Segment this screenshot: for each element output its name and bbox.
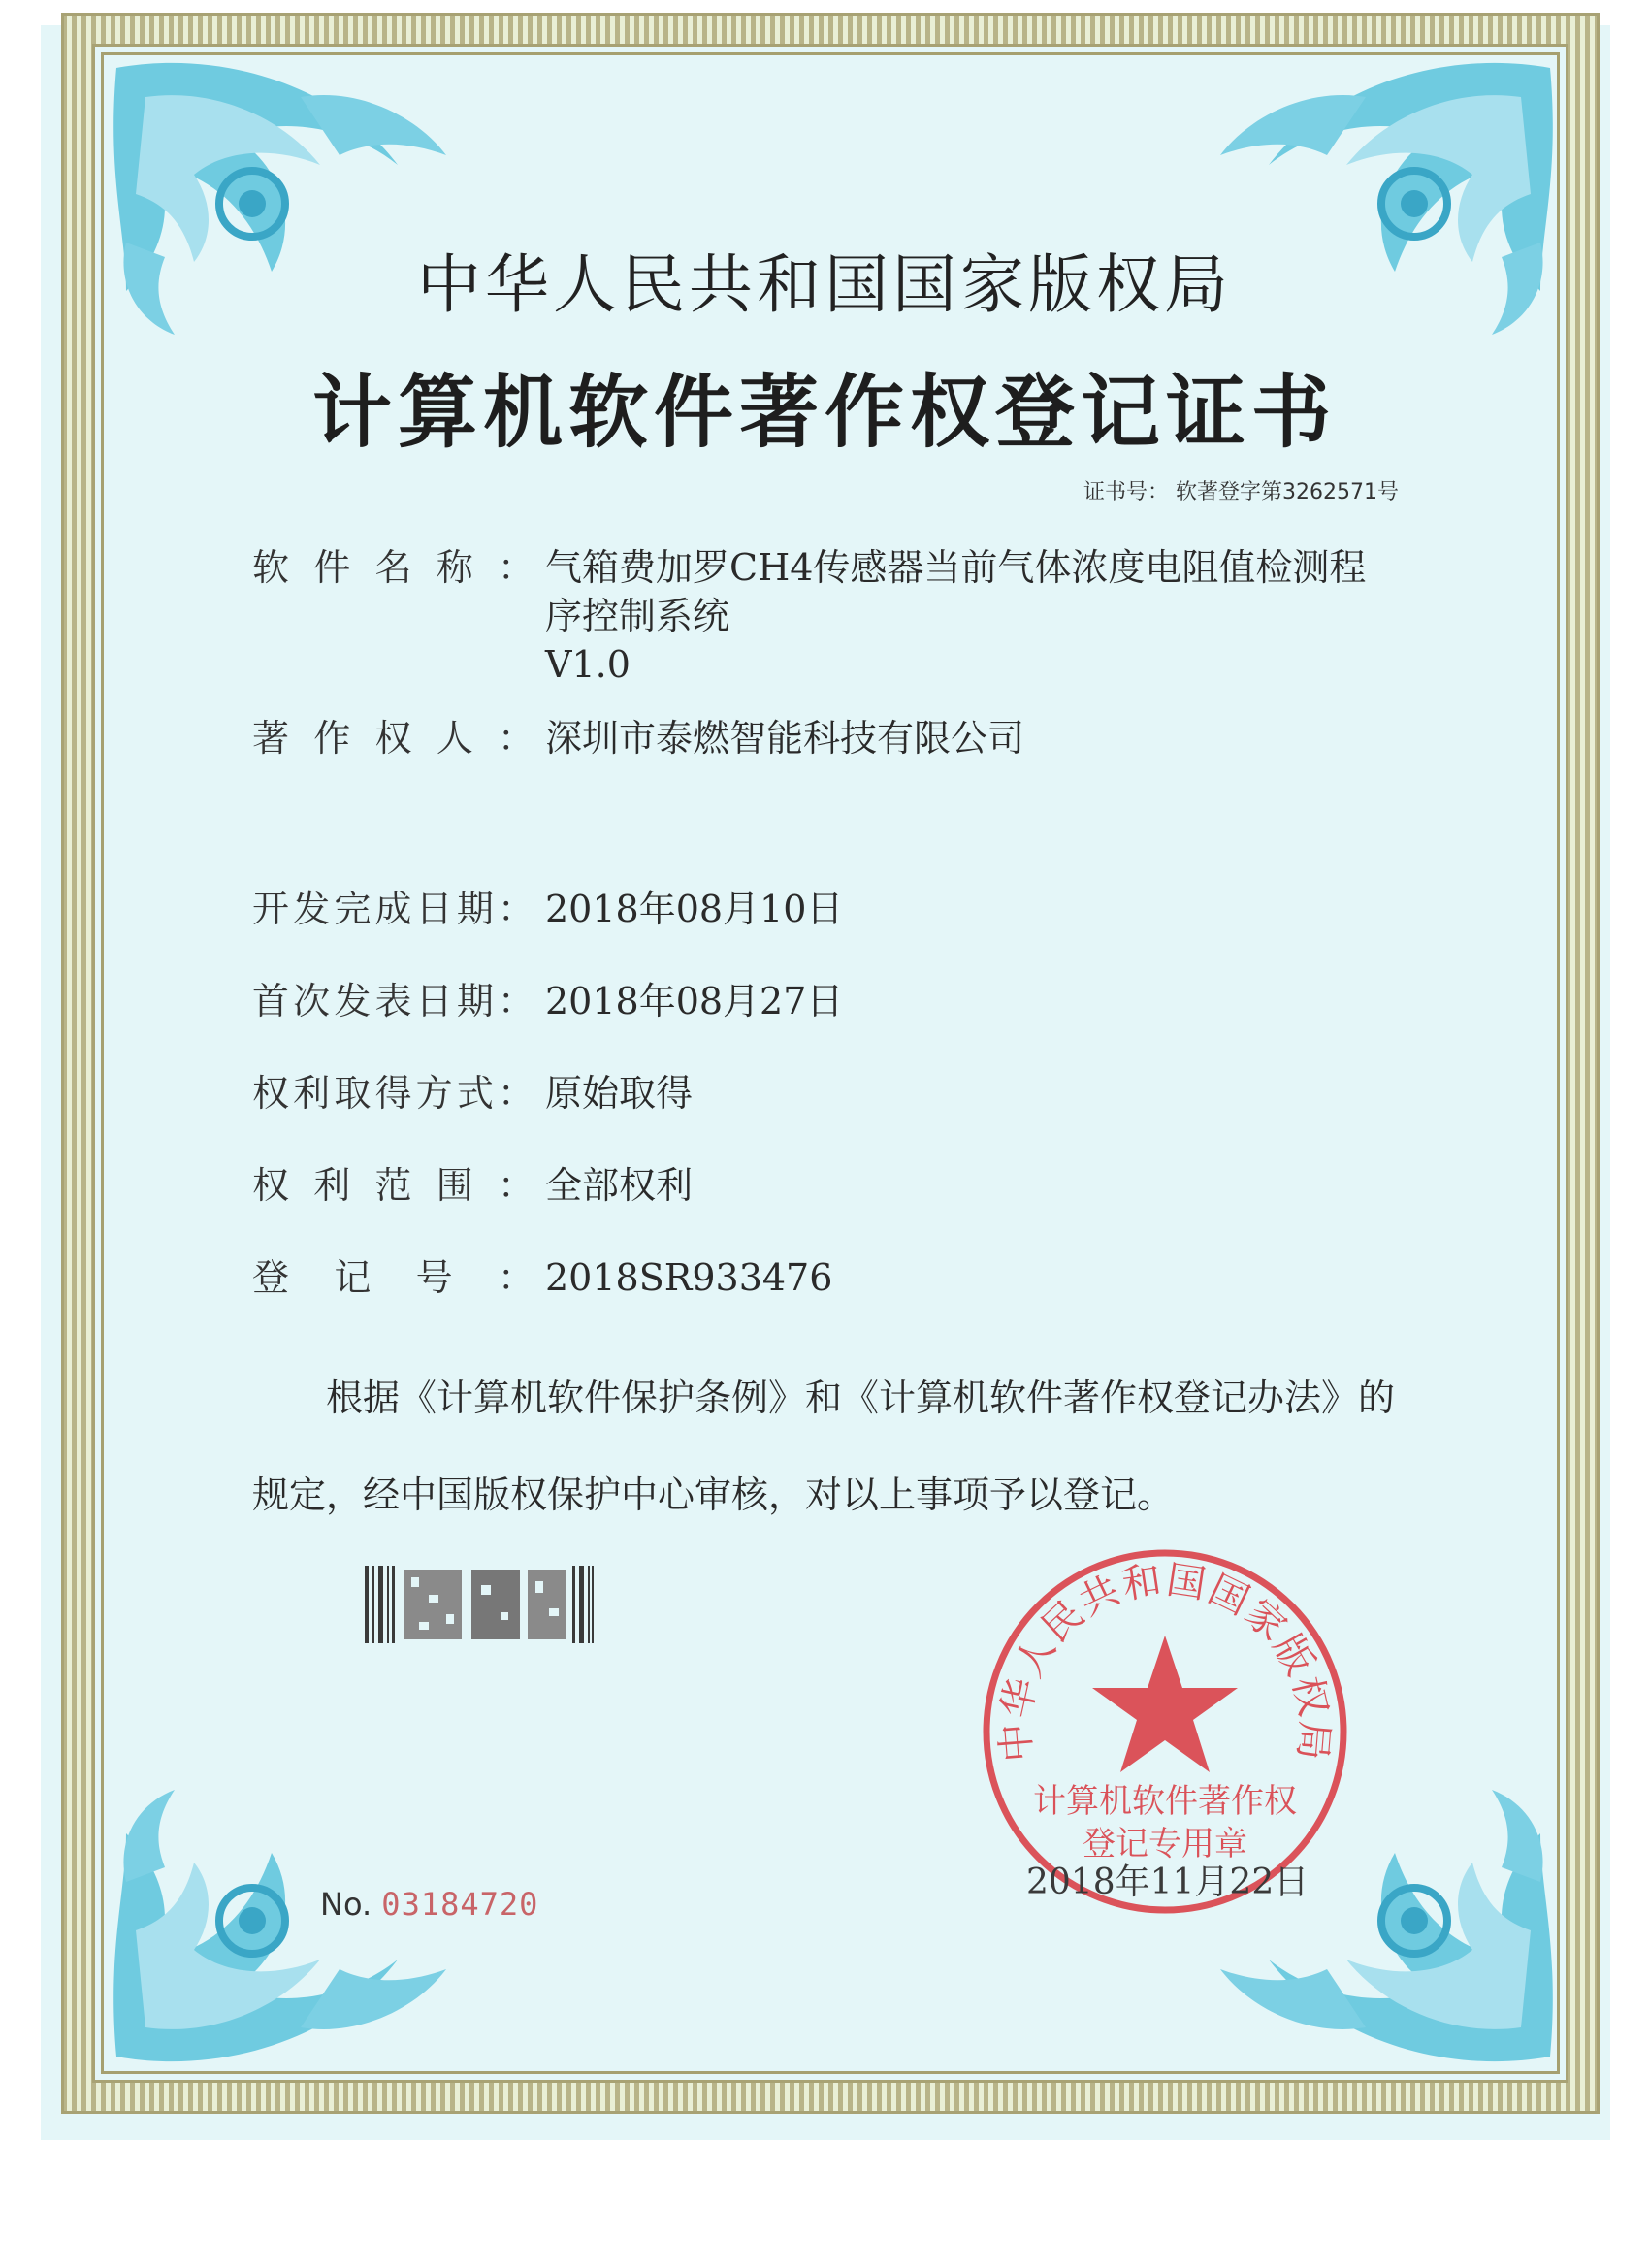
field-label: 权利范围：	[252, 1164, 535, 1207]
field-label: 首次发表日期：	[252, 980, 535, 1022]
statement-line-2: 规定，经中国版权保护中心审核，对以上事项予以登记。	[252, 1474, 1175, 1516]
field-label: 著作权人：	[252, 717, 535, 760]
star-icon	[1092, 1636, 1238, 1772]
issue-date: 2018年11月22日	[1026, 1863, 1310, 1902]
seal-line-2: 登记专用章	[1083, 1825, 1247, 1863]
software-name-line-1: 气箱费加罗CH4传感器当前气体浓度电阻值检测程	[545, 546, 1367, 589]
field-value: 2018SR933476	[545, 1256, 833, 1299]
field-label: 登记号：	[252, 1256, 535, 1299]
corner-ornament-bottom-left	[107, 1785, 456, 2066]
serial-number	[320, 1886, 538, 1923]
authority-heading: 中华人民共和国国家版权局	[417, 247, 1232, 322]
certificate-number	[1083, 475, 1399, 505]
field-rights-scope	[252, 1161, 1428, 1210]
software-name-line-2: 序控制系统	[545, 595, 730, 637]
field-publication-date	[252, 977, 1428, 1025]
seal-ring-text: 中华人民共和国国家版权局	[992, 1557, 1338, 1765]
certificate-number-value: 软著登字第3262571号	[1176, 480, 1399, 504]
certificate-title: 计算机软件著作权登记证书	[311, 367, 1337, 459]
field-value: 全部权利	[545, 1164, 694, 1207]
field-value: 2018年08月27日	[545, 980, 844, 1022]
field-value	[545, 543, 1428, 689]
seal-line-1: 计算机软件著作权	[1033, 1782, 1297, 1821]
field-value: 深圳市泰燃智能科技有限公司	[545, 717, 1025, 760]
barcode	[365, 1566, 594, 1643]
field-completion-date	[252, 885, 1428, 933]
field-software-name	[252, 543, 1428, 689]
serial-value: 03184720	[381, 1886, 539, 1923]
software-version: V1.0	[545, 643, 630, 686]
field-label: 权利取得方式：	[252, 1072, 535, 1115]
statement-line-1: 根据《计算机软件保护条例》和《计算机软件著作权登记办法》的	[326, 1377, 1396, 1419]
field-owner	[252, 714, 1428, 762]
field-value: 2018年08月10日	[545, 888, 844, 930]
field-label: 开发完成日期：	[252, 888, 535, 930]
serial-label: No.	[320, 1886, 372, 1923]
field-label: 软件名称：	[252, 546, 535, 589]
field-acquisition-method	[252, 1069, 1428, 1118]
field-value: 原始取得	[545, 1072, 694, 1115]
certificate-number-label: 证书号：	[1083, 480, 1170, 504]
field-registration-number	[252, 1253, 1428, 1302]
